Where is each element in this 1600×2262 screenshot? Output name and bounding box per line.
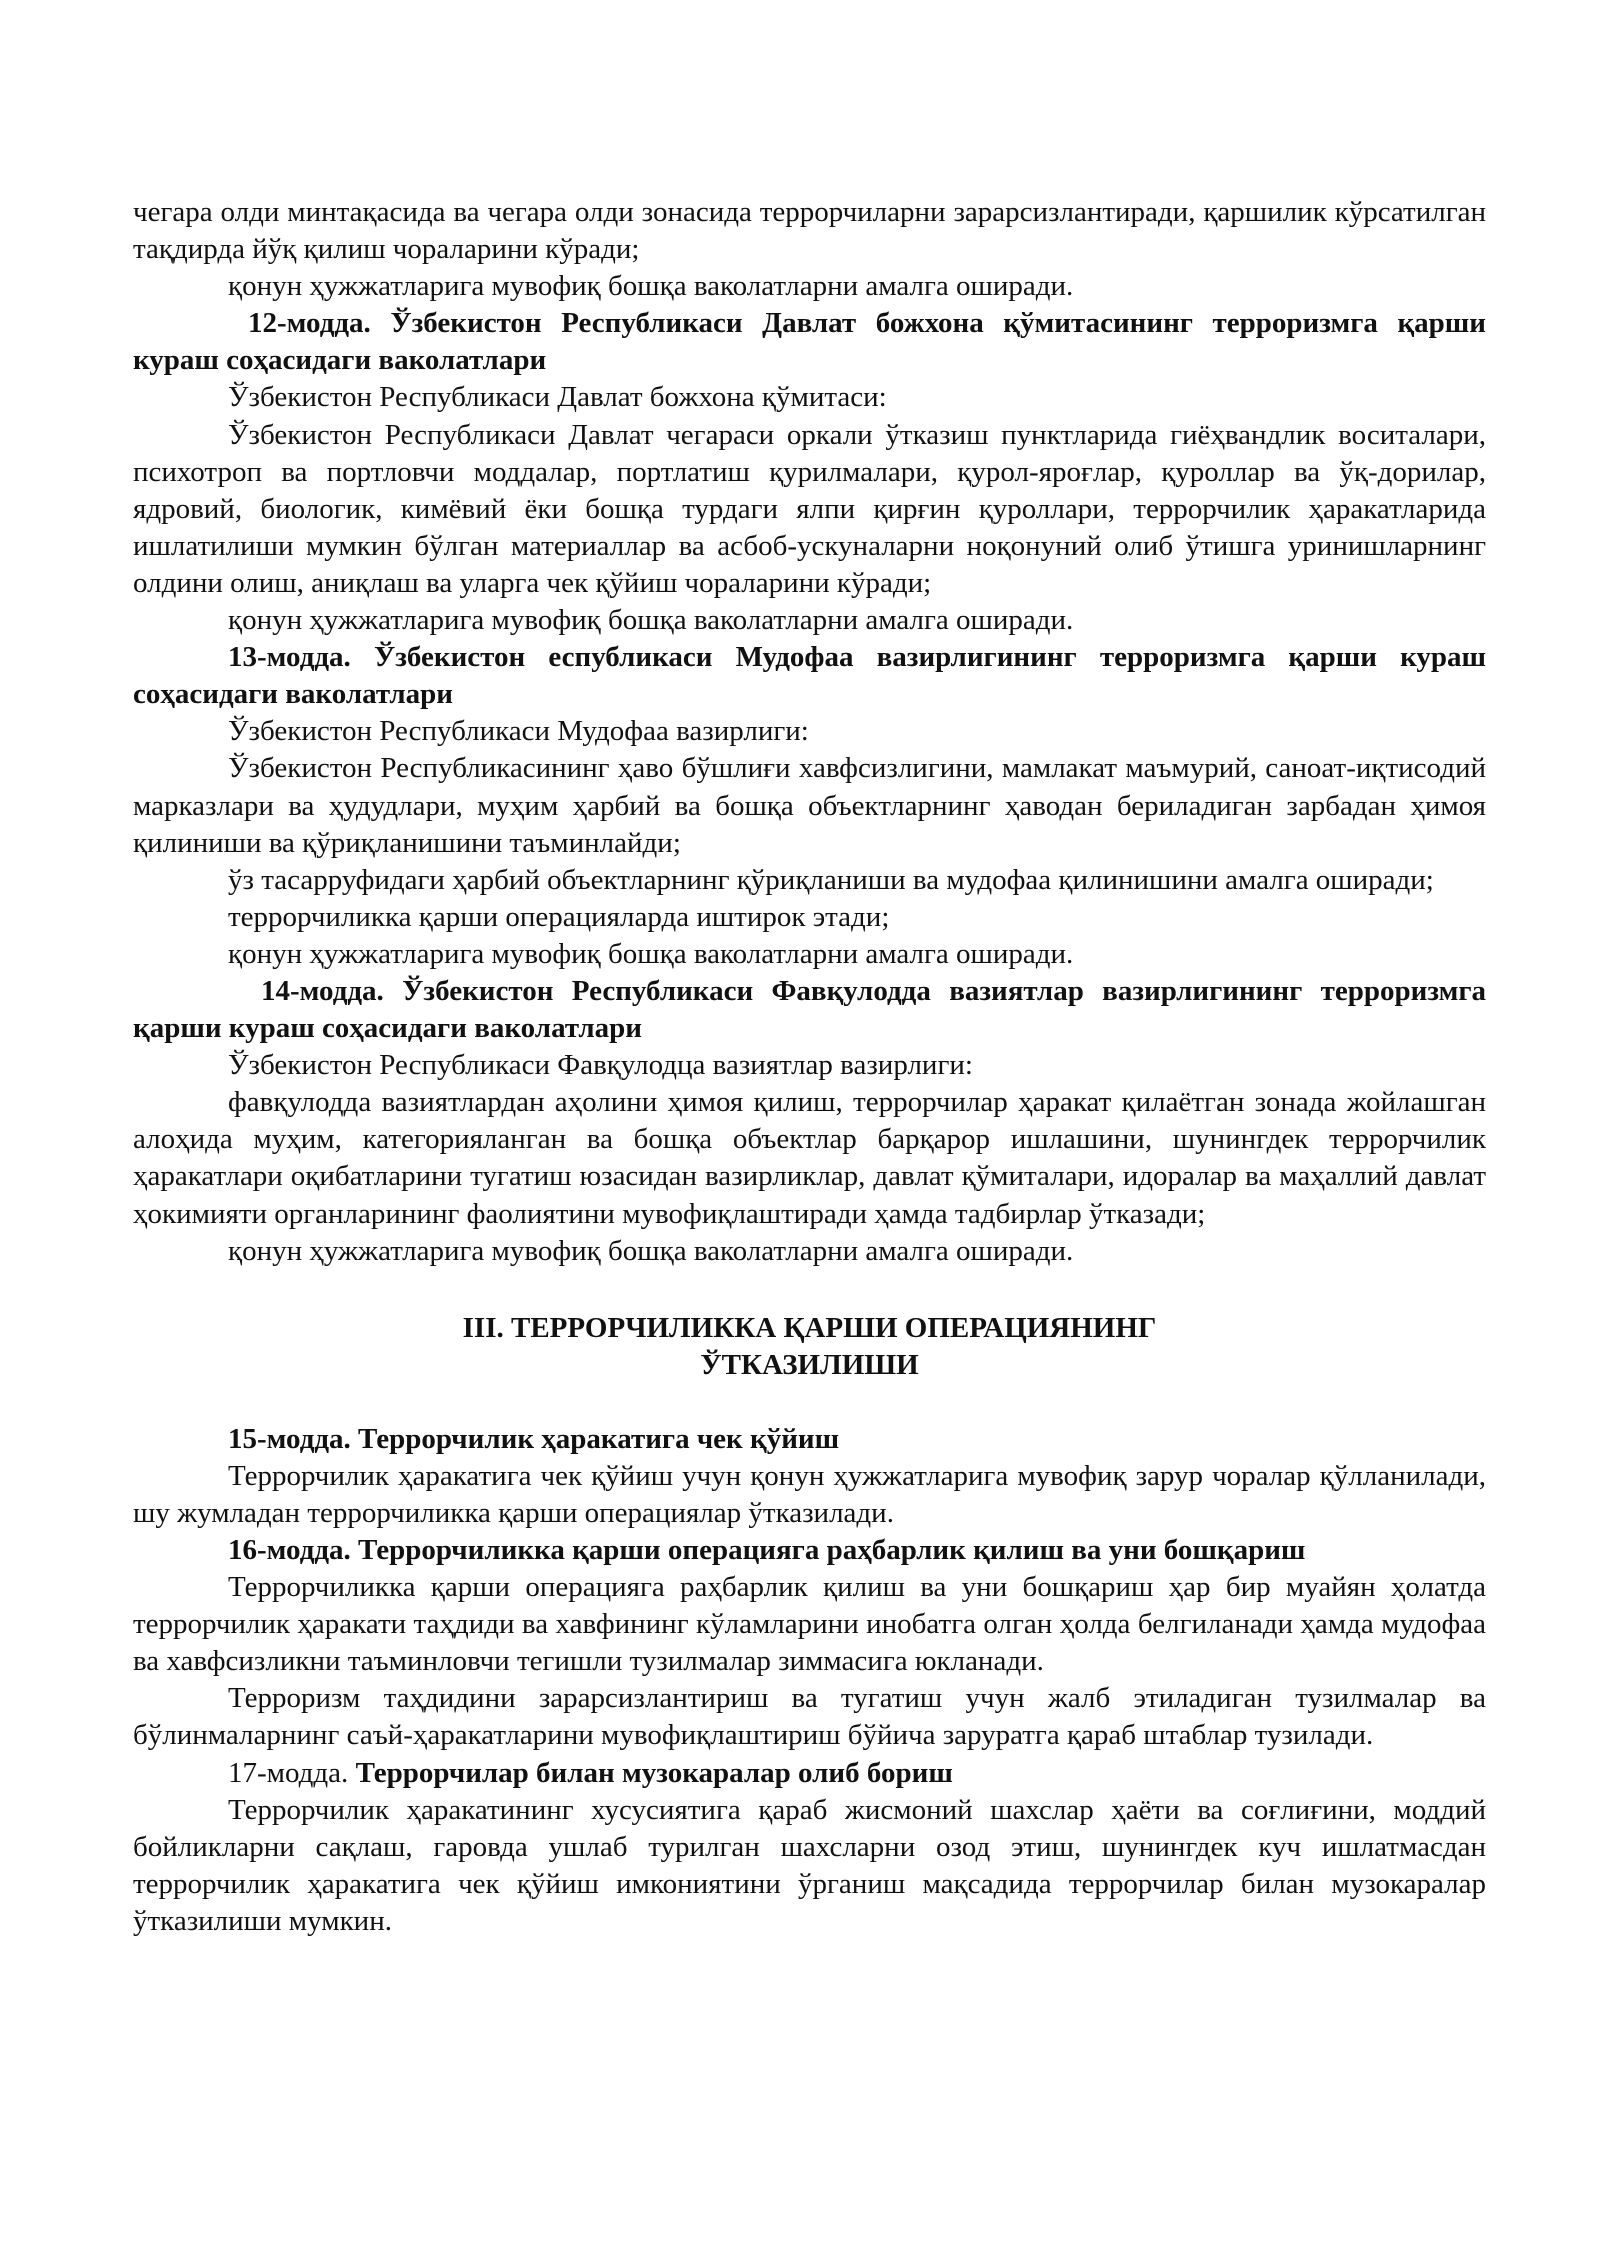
paragraph: фавқулодда вазиятлардан аҳолини ҳимоя қилиш, террорчилар ҳаракат қилаётган зонада жойлашган алоҳида муҳим, категорияланган ва бошқа объектлар барқарор ишлашини, шунингдек террорчилик ҳаракатлари оқибатларини тугатиш юзасидан вазирликлар, давлат қўмиталари, идоралар ва маҳаллий давлат ҳокимияти органларининг фаолиятини мувофиқлаштиради ҳамда тадбирлар ўтказади; [133,1086,1486,1230]
chapter-heading-line: ЎТКАЗИЛИШИ [700,1348,919,1381]
document-page [133,194,1486,1940]
article-15-heading: 15-модда. Террорчилик ҳаракатига чек қўйиш [228,1422,840,1455]
article-13-heading: 13-модда. Ўзбекистон еспубликаси Мудофаа вазирлигининг терроризмга қарши кураш соҳасидаги ваколатлари [133,641,1486,711]
paragraph: террорчиликка қарши операцияларда иштирок этади; [228,900,890,933]
article-17-number: 17-модда. [228,1756,349,1789]
article-12-heading: 12-модда. Ўзбекистон Республикаси Давлат божхона қўмитасининг терроризмга қарши кураш соҳасидаги ваколатлари [133,307,1486,377]
paragraph: Террорчилик ҳаракатига чек қўйиш учун қонун ҳужжатларига мувофиқ зарур чоралар қўлланилади, шу жумладан террорчиликка қарши операциялар ўтказилади. [133,1459,1486,1529]
article-17-heading [133,1755,1486,1792]
paragraph: Ўзбекистон Республикаси Фавқулодца вазиятлар вазирлиги: [228,1049,973,1082]
article-16-heading: 16-модда. Террорчиликка қарши операцияга раҳбарлик қилиш ва уни бошқариш [228,1534,1306,1566]
paragraph: Ўзбекистон Республикаси Давлат божхона қўмитаси: [228,381,887,414]
chapter-heading-line: III. ТЕРРОРЧИЛИККА ҚАРШИ ОПЕРАЦИЯНИНГ [462,1311,1157,1344]
chapter-heading [133,1310,1486,1384]
paragraph: қонун ҳужжатларига мувофиқ бошқа ваколатларни амалга оширади. [228,937,1074,970]
paragraph: Террорчиликка қарши операцияга раҳбарлик қилиш ва уни бошқариш ҳар бир муайян ҳолатда террорчилик ҳаракати таҳдиди ва хавфининг кўламларини инобатга олган ҳолда белгиланади ҳамда мудофаа ва хавфсизликни таъминловчи тегишли тузилмалар зиммасига юкланади. [133,1571,1486,1678]
paragraph: қонун ҳужжатларига мувофиқ бошқа ваколатларни амалга оширади. [228,1234,1074,1267]
paragraph: қонун ҳужжатларига мувофиқ бошқа ваколатларни амалга оширади. [228,270,1074,303]
paragraph: Ўзбекистон Республикаси Мудофаа вазирлиги: [228,715,809,748]
article-17-title: Террорчилар билан музокаралар олиб бориш [355,1756,953,1789]
paragraph: чегара олди минтақасида ва чегара олди зонасида террорчиларни зарарсизлантиради, қаршилик кўрсатилган тақдирда йўқ қилиш чораларини кўради; [133,196,1486,266]
article-14-heading: 14-модда. Ўзбекистон Республикаси Фавқулодда вазиятлар вазирлигининг терроризмга қарши кураш соҳасидаги ваколатлари [133,974,1486,1045]
paragraph: Терроризм таҳдидини зарарсизлантириш ва тугатиш учун жалб этиладиган тузилмалар ва бўлинмаларнинг саъй-ҳаракатларини мувофиқлаштириш бўйича заруратга қараб штаблар тузилади. [133,1682,1486,1752]
paragraph: Ўзбекистон Республикаси Давлат чегараси оркали ўтказиш пунктларида гиёҳвандлик воситалари, психотроп ва портловчи моддалар, портлатиш қурилмалари, қурол-яроғлар, қуроллар ва ўқ-дорилар, ядровий, биологик, кимёвий ёки бошқа турдаги ялпи қирғин қуроллари, террорчилик ҳаракатларида ишлатилиши мумкин бўлган материаллар ва асбоб-ускуналарни ноқонуний олиб ўтишга уринишларнинг олдини олиш, аниқлаш ва уларга чек қўйиш чораларини кўради; [133,418,1486,599]
paragraph: Ўзбекистон Республикасининг ҳаво бўшлиғи хавфсизлигини, мамлакат маъмурий, саноат-иқтисодий марказлари ва ҳудудлари, муҳим ҳарбий ва бошқа объектларнинг ҳаводан бериладиган зарбадан ҳимоя қилиниши ва қўриқланишини таъминлайди; [133,752,1486,859]
paragraph: ўз тасарруфидаги ҳарбий объектларнинг қўриқланиши ва мудофаа қилинишини амалга оширади; [228,863,1434,896]
paragraph: қонун ҳужжатларига мувофиқ бошқа ваколатларни амалга оширади. [228,604,1074,637]
paragraph: Террорчилик ҳаракатининг хусусиятига қараб жисмоний шахслар ҳаёти ва соғлиғини, моддий бойликларни сақлаш, гаровда ушлаб турилган шахсларни озод этиш, шунингдек куч ишлатмасдан террорчилик ҳаракатига чек қўйиш имкониятини ўрганиш мақсадида террорчилар билан музокаралар ўтказилиши мумкин. [133,1793,1486,1937]
